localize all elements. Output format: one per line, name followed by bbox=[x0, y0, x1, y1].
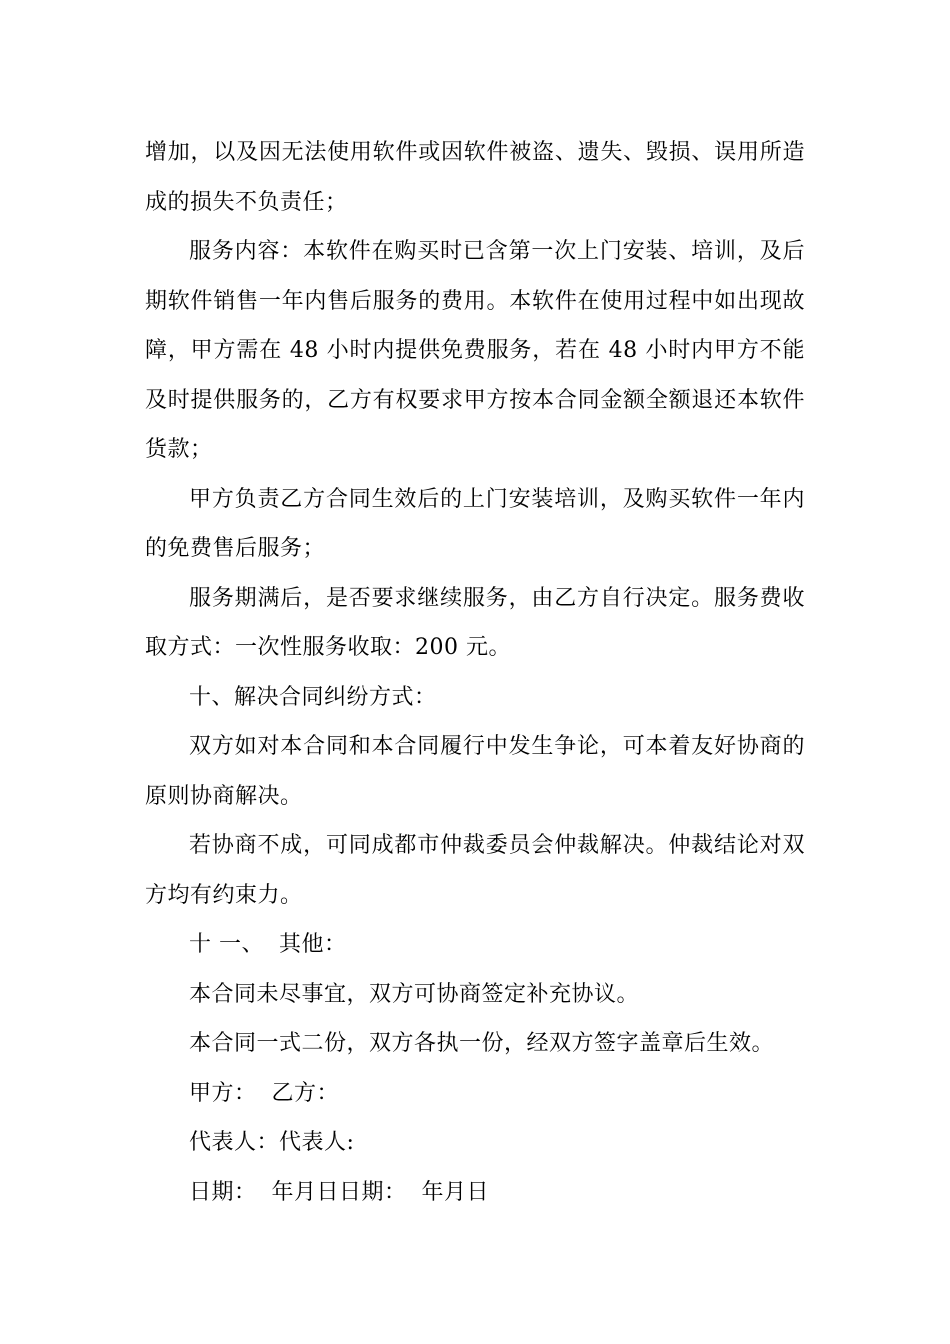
signature-parties-line: 甲方： 乙方： bbox=[189, 1080, 339, 1106]
paragraph-service-content: 服务内容：本软件在购买时已含第一次上门安装、培训，及后期软件销售一年内售后服务的费用。本软件在使用过程中如出现故障，甲方需在 48 小时内提供免费服务，若在 48 小时内甲方不能及时提供服务的，乙方有权要求甲方按本合同金额全额退还本软件货款； bbox=[145, 239, 805, 462]
paragraph-installation-training: 甲方负责乙方合同生效后的上门安装培训，及购买软件一年内的免费售后服务； bbox=[145, 486, 805, 561]
paragraph-service-fee: 服务期满后，是否要求继续服务，由乙方自行决定。服务费收取方式：一次性服务收取：200 元。 bbox=[145, 585, 805, 660]
signature-representatives-line: 代表人：代表人: bbox=[189, 1130, 355, 1155]
section-heading-other: 十 一、 其他： bbox=[189, 932, 347, 957]
paragraph-liability-continued: 增加，以及因无法使用软件或因软件被盗、遗失、毁损、误用所造成的损失不负责任； bbox=[145, 140, 805, 215]
document-body bbox=[145, 128, 805, 1217]
paragraph-arbitration: 若协商不成，可同成都市仲裁委员会仲裁解决。仲裁结论对双方均有约束力。 bbox=[145, 833, 805, 908]
paragraph-negotiation: 双方如对本合同和本合同履行中发生争论，可本着友好协商的原则协商解决。 bbox=[145, 734, 805, 809]
signature-dates-line: 日期： 年月日日期： 年月日 bbox=[189, 1179, 489, 1205]
paragraph-copies-effective: 本合同一式二份，双方各执一份，经双方签字盖章后生效。 bbox=[189, 1031, 775, 1056]
section-heading-dispute-resolution: 十、解决合同纠纷方式： bbox=[189, 684, 437, 710]
paragraph-supplementary-agreement: 本合同未尽事宜，双方可协商签定补充协议。 bbox=[189, 981, 640, 1007]
